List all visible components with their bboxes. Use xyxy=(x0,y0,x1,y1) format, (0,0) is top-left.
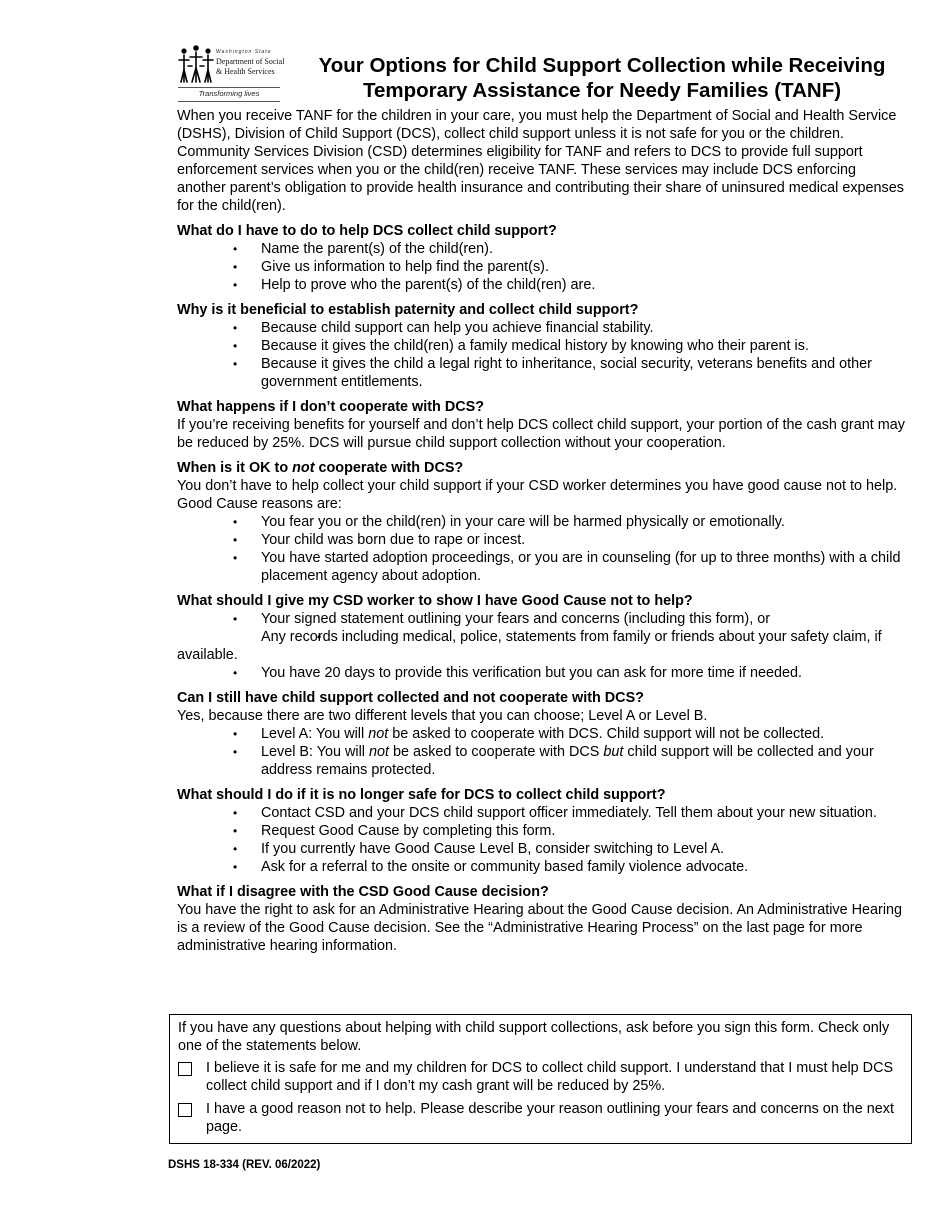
section-heading: What do I have to do to help DCS collect child support? xyxy=(177,223,557,239)
section-answer: Yes, because there are two different levels that you can choose; Level A or Level B. xyxy=(177,708,708,724)
bullet-list xyxy=(177,319,905,391)
logo-state-text: Washington State xyxy=(216,49,272,55)
list-item: • Request Good Cause by completing this form. xyxy=(177,822,905,840)
good-reason-checkbox[interactable] xyxy=(178,1103,192,1117)
section-answer: If you’re receiving benefits for yourself and don’t help DCS collect child support, your portion of the cash grant may be reduced by 25%. DCS will pursue child support collection without your cooperation. xyxy=(177,417,905,451)
section-answer: You have the right to ask for an Administrative Hearing about the Good Cause decision. An Administrative Hearing is a review of the Good Cause decision. See the “Administrative Hearing Process” on the last page for more administrative hearing information. xyxy=(177,902,903,954)
option-text: I believe it is safe for me and my children for DCS to collect child support. I understand that I must help DCS collect child support and if I don’t my cash grant will be reduced by 25%. xyxy=(206,1060,894,1094)
section-heading: What if I disagree with the CSD Good Cause decision? xyxy=(177,884,549,900)
list-item: • Because it gives the child a legal right to inheritance, social security, veterans benefits and other government entitlements. xyxy=(177,355,905,391)
text-emphasis: not xyxy=(368,726,389,742)
list-item: • Contact CSD and your DCS child support officer immediately. Tell them about your new situation. xyxy=(177,804,905,822)
bullet-list xyxy=(177,513,905,585)
list-item: • You fear you or the child(ren) in your care will be harmed physically or emotionally. xyxy=(177,513,905,531)
list-item: • Your signed statement outlining your fears and concerns (including this form), or xyxy=(177,610,905,628)
bullet-list xyxy=(177,725,905,779)
list-item: • Name the parent(s) of the child(ren). xyxy=(177,240,905,258)
text-part: be asked to cooperate with DCS. Child support will not be collected. xyxy=(388,726,825,742)
section-answer: You don’t have to help collect your child support if your CSD worker determines you have good cause not to help. Good Cause reasons are: xyxy=(177,478,898,512)
text-part: be asked to cooperate with DCS xyxy=(389,744,604,760)
heading-part: cooperate with DCS? xyxy=(314,460,464,476)
text-emphasis: not xyxy=(369,744,390,760)
page-title: Your Options for Child Support Collection while Receiving Temporary Assistance for Needy Families (TANF) xyxy=(318,54,886,102)
list-item: • Any records including medical, police, statements from family or friends about your safety claim, if available. xyxy=(177,628,905,664)
section-no-longer-safe xyxy=(177,786,905,876)
bullet-list xyxy=(177,610,905,682)
bullet-list xyxy=(177,804,905,876)
list-item: • Ask for a referral to the onsite or community based family violence advocate. xyxy=(177,858,905,876)
list-item: • You have started adoption proceedings, or you are in counseling (for up to three months) with a child placement agency about adoption. xyxy=(177,549,905,585)
section-heading xyxy=(177,459,905,477)
text-emphasis: but xyxy=(603,744,624,760)
form-number-footer: DSHS 18-334 (REV. 06/2022) xyxy=(168,1159,321,1171)
section-good-cause-proof xyxy=(177,592,905,682)
logo-dept-line1: Department of Social xyxy=(216,57,285,66)
logo-dept-line2: & Health Services xyxy=(216,67,275,76)
list-item: • Give us information to help find the parent(s). xyxy=(177,258,905,276)
section-heading: What should I give my CSD worker to show I have Good Cause not to help? xyxy=(177,593,693,609)
statement-box xyxy=(169,1014,912,1144)
list-item: • If you currently have Good Cause Level B, consider switching to Level A. xyxy=(177,840,905,858)
section-levels xyxy=(177,689,905,779)
heading-part: When is it OK to xyxy=(177,460,293,476)
safe-checkbox[interactable] xyxy=(178,1062,192,1076)
list-item: • Because child support can help you achieve financial stability. xyxy=(177,319,905,337)
statement-option-safe xyxy=(178,1059,898,1095)
text-part: Level A: You will xyxy=(261,726,369,742)
list-item: • You have 20 days to provide this verification but you can ask for more time if needed. xyxy=(177,664,905,682)
section-heading: What should I do if it is no longer safe for DCS to collect child support? xyxy=(177,787,666,803)
section-heading: What happens if I don’t cooperate with DCS? xyxy=(177,399,485,415)
logo-divider xyxy=(178,87,280,88)
section-heading: Can I still have child support collected and not cooperate with DCS? xyxy=(177,690,644,706)
section-no-cooperation xyxy=(177,398,905,452)
statement-instructions: If you have any questions about helping with child support collections, ask before you sign this form. Check only one of the statements below. xyxy=(178,1020,890,1054)
statement-option-good-reason xyxy=(178,1100,898,1136)
text-part: child support will be collected and your address remains protected. xyxy=(261,744,874,778)
document-body xyxy=(177,107,905,962)
bullet-list xyxy=(177,240,905,294)
section-disagree xyxy=(177,883,905,955)
list-item-level-a xyxy=(177,725,905,743)
list-item-level-b xyxy=(177,743,905,779)
list-item: • Your child was born due to rape or incest. xyxy=(177,531,905,549)
dshs-logo xyxy=(178,44,285,102)
logo-tagline: Transforming lives xyxy=(198,89,260,98)
intro-paragraph: When you receive TANF for the children in your care, you must help the Department of Social and Health Service (DSHS), Division of Child Support (DCS), collect child support unless it is not safe for you or the children. Community Services Division (CSD) determines eligibility for TANF and refers to DCS to provide full support enforcement services when you or the child(ren) receive TANF. These services may include DCS enforcing another parent’s obligation to provide health insurance and contributing their share of uninsured medical expenses for the child(ren). xyxy=(177,108,904,214)
list-item: • Help to prove who the parent(s) of the child(ren) are. xyxy=(177,276,905,294)
section-how-to-help xyxy=(177,222,905,294)
section-when-ok xyxy=(177,459,905,585)
text-part: Level B: You will xyxy=(261,744,369,760)
list-item: • Because it gives the child(ren) a family medical history by knowing who their parent is. xyxy=(177,337,905,355)
section-heading: Why is it beneficial to establish paternity and collect child support? xyxy=(177,302,639,318)
option-text: I have a good reason not to help. Please describe your reason outlining your fears and concerns on the next page. xyxy=(206,1101,894,1135)
heading-emphasis: not xyxy=(292,460,315,476)
section-benefits xyxy=(177,301,905,391)
logo-divider-bottom xyxy=(178,101,280,102)
people-figures-icon xyxy=(178,44,214,84)
